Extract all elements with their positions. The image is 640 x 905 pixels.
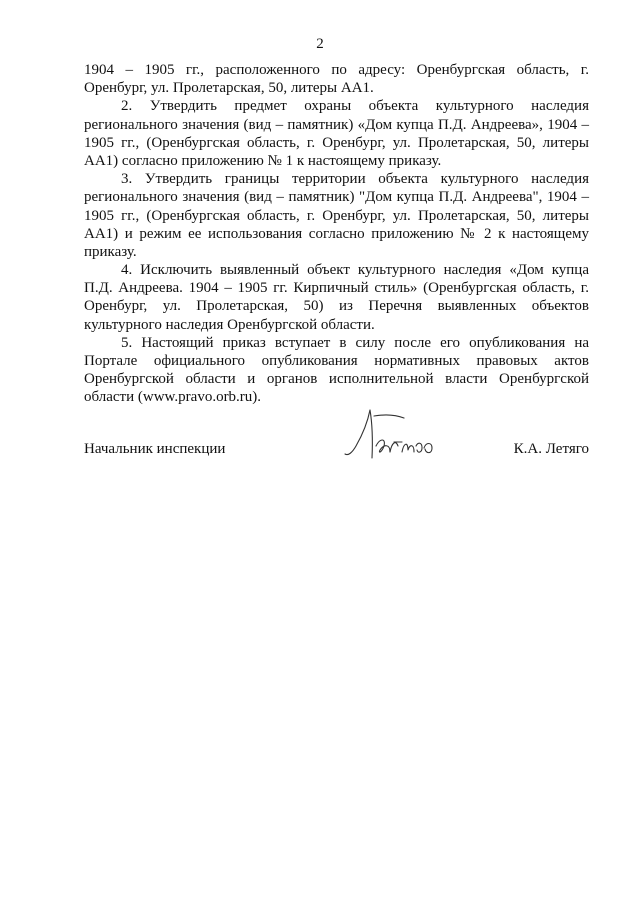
body-line: АА1) согласно приложению № 1 к настоящему приказу. <box>84 152 442 169</box>
paragraph-4-first-line: 4. Исключить выявленный объект культурного наследия «Дом купца <box>121 262 589 279</box>
signer-name: К.А. Летяго <box>513 441 589 457</box>
body-line: П.Д. Андреева. 1904 – 1905 гг. Кирпичный стиль» (Оренбургская область, г. <box>84 280 589 297</box>
paragraph-2-first-line: 2. Утвердить предмет охраны объекта культурного наследия <box>121 98 589 115</box>
body-line: 1905 гг., (Оренбургская область, г. Оренбург, ул. Пролетарская, 50, литеры <box>84 134 589 151</box>
body-line: Оренбург, ул. Пролетарская, 50) из Перечня выявленных объектов <box>84 298 589 315</box>
paragraph-5-first-line: 5. Настоящий приказ вступает в силу после его опубликования на <box>121 334 589 351</box>
signer-title: Начальник инспекции <box>84 441 226 457</box>
body-line: Портале официального опубликования нормативных правовых актов <box>84 353 589 369</box>
body-line: 1905 гг., (Оренбургская область, г. Оренбург, ул. Пролетарская, 50, литеры <box>84 207 589 224</box>
signature-block <box>84 440 589 480</box>
body-line: области (www.pravo.orb.ru). <box>84 389 262 406</box>
body-line: Оренбургской области и органов исполнительной власти Оренбургской <box>84 371 589 388</box>
body-line: регионального значения (вид – памятник) «Дом купца П.Д. Андреева», 1904 – <box>84 116 589 133</box>
handwritten-signature <box>342 406 462 470</box>
paragraph-3-first-line: 3. Утвердить границы территории объекта культурного наследия <box>121 171 589 188</box>
document-body <box>84 61 589 407</box>
body-line: приказу. <box>84 243 137 260</box>
body-line: Оренбург, ул. Пролетарская, 50, литеры АА1. <box>84 80 374 97</box>
page-number: 2 <box>316 36 324 52</box>
body-line: культурного наследия Оренбургской области. <box>84 316 375 333</box>
body-line: АА1) и режим ее использования согласно приложению № 2 к настоящему <box>84 225 589 242</box>
body-line: 1904 – 1905 гг., расположенного по адресу: Оренбургская область, г. <box>84 62 589 78</box>
body-line: регионального значения (вид – памятник) "Дом купца П.Д. Андреева", 1904 – <box>84 189 589 206</box>
